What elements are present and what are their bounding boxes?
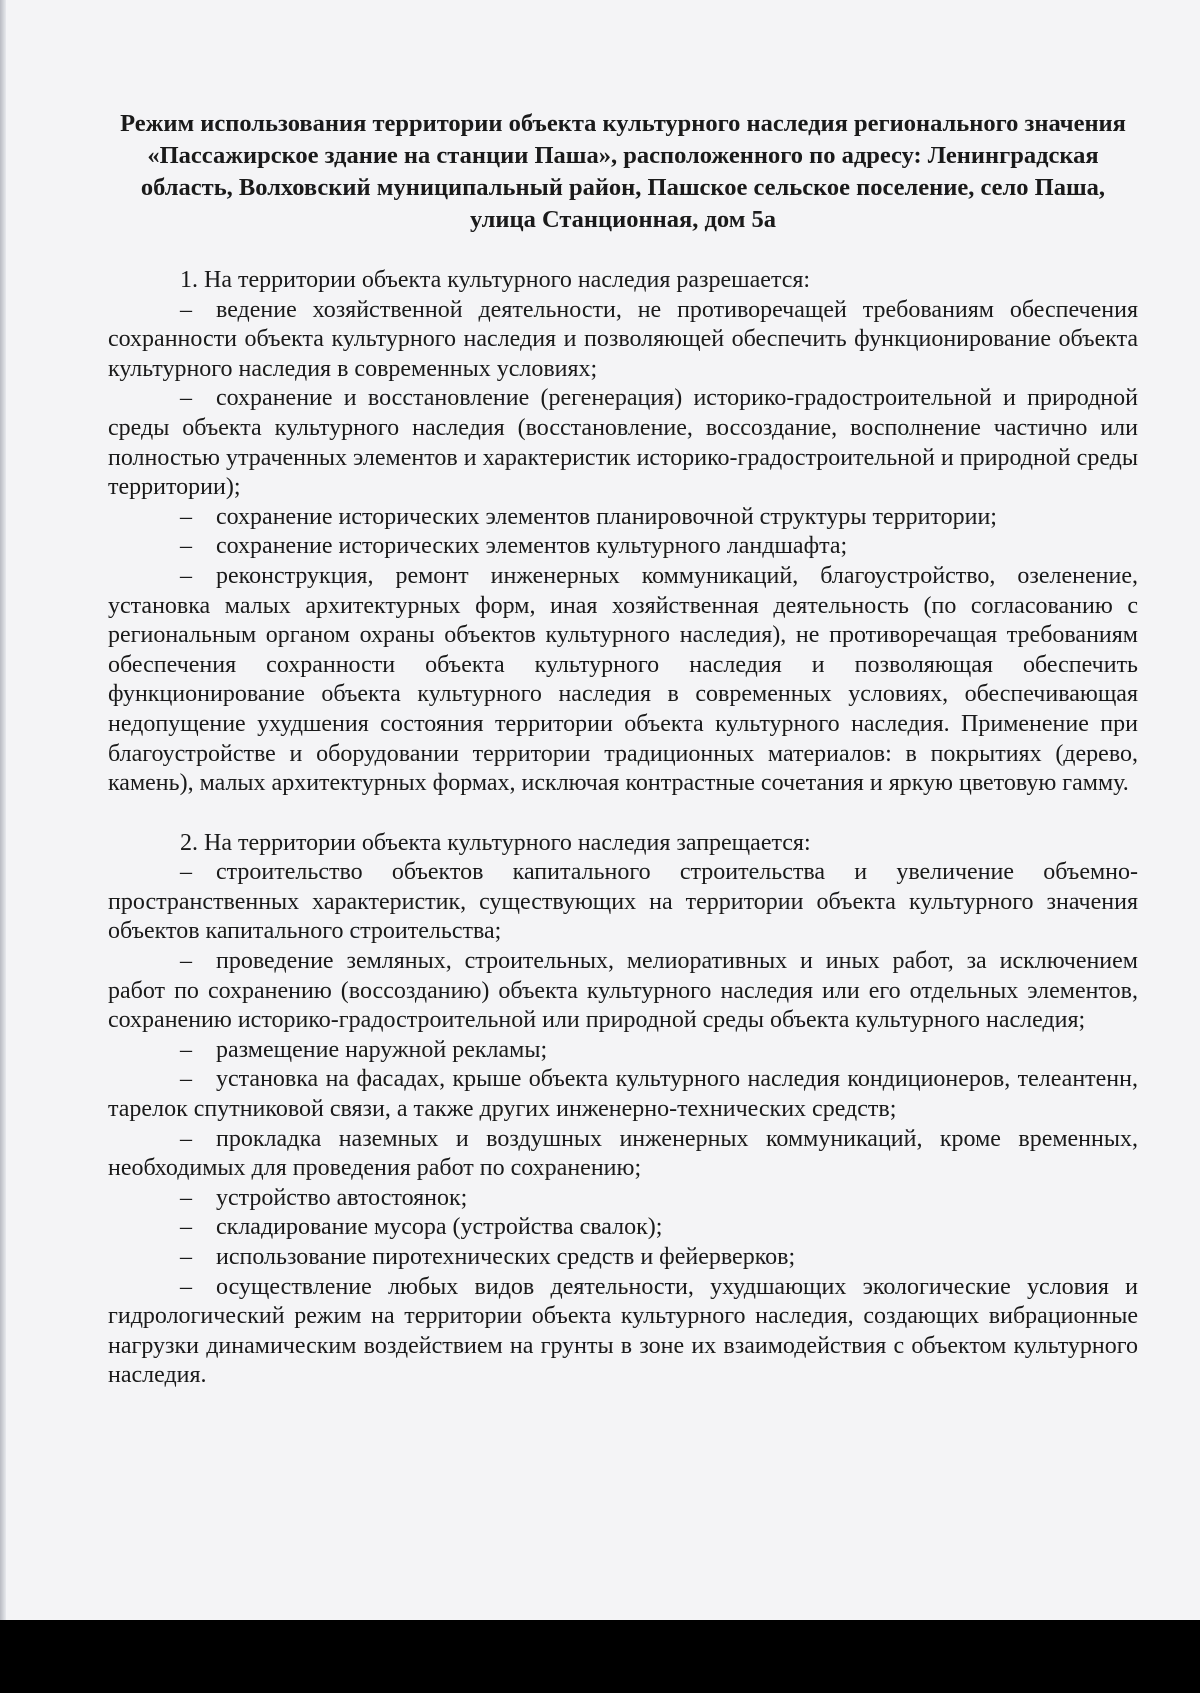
- list-item-text: прокладка наземных и воздушных инженерных коммуникаций, кроме временных, необходимых для проведения работ по сохранению;: [108, 1125, 1138, 1182]
- list-item-text: использование пиротехнических средств и фейерверков;: [216, 1244, 796, 1270]
- list-item: [108, 1243, 1138, 1273]
- forbidden-list: [108, 858, 1138, 1391]
- dash-bullet: –: [180, 1066, 192, 1093]
- list-item-text: размещение наружной рекламы;: [216, 1036, 548, 1063]
- section-heading-forbidden: 2. На территории объекта культурного наследия запрещается:: [180, 829, 811, 856]
- list-item: [108, 1213, 1138, 1243]
- section-gap: [108, 799, 1138, 829]
- dash-bullet: –: [180, 859, 192, 886]
- list-item: [108, 858, 1138, 947]
- list-item-text: строительство объектов капитального строительства и увеличение объемно-пространственных характеристик, существующих на территории объекта культурного значения объектов капитального строительства;: [108, 859, 1138, 945]
- list-item: [108, 503, 1138, 533]
- list-item-text: устройство автостоянок;: [216, 1184, 468, 1211]
- list-item-text: реконструкция, ремонт инженерных коммуникаций, благоустройство, озеленение, установка малых архитектурных форм, иная хозяйственная деятельность (по согласованию с региональным органом охраны объектов культурного наследия), не противоречащая требованиям обеспечения сохранности объекта культурного наследия и позволяющая обеспечить функционирование объекта культурного наследия в современных условиях, обеспечивающая недопущение ухудшения состояния территории объекта культурного наследия. Применение при благоустройстве и оборудовании территории традиционных материалов: в покрытиях (дерево, камень), малых архитектурных формах, исключая контрастные сочетания и яркую цветовую гамму.: [108, 562, 1138, 797]
- list-item: [108, 1184, 1138, 1214]
- list-item: [108, 1036, 1138, 1066]
- scan-edge: [0, 0, 6, 1620]
- list-item: [108, 562, 1138, 799]
- document-title: Режим использования территории объекта культурного наследия регионального значения «Пассажирское здание на станции Паша», расположенного по адресу: Ленинградская область, Волховский муниципальный район, Пашское сельское поселение, село Паша, улица Станционная, дом 5а: [120, 110, 1126, 233]
- list-item-text: сохранение и восстановление (регенерация) историко-градостроительной и природной среды объекта культурного наследия (восстановление, воссоздание, восполнение частично или полностью утраченных элементов и характеристик историко-градостроительной и природной среды территории);: [108, 385, 1138, 501]
- section-forbidden: [108, 829, 1138, 1391]
- list-item: [108, 947, 1138, 1036]
- dash-bullet: –: [180, 1125, 192, 1152]
- dash-bullet: –: [180, 533, 192, 560]
- section-heading-allowed: 1. На территории объекта культурного наследия разрешается:: [180, 267, 811, 293]
- list-item: [108, 1125, 1138, 1184]
- list-item: [108, 1273, 1138, 1391]
- scan-bottom-border: [0, 1620, 1200, 1693]
- dash-bullet: –: [180, 1036, 192, 1063]
- dash-bullet: –: [180, 1214, 192, 1241]
- dash-bullet: –: [180, 948, 192, 975]
- list-item-text: проведение земляных, строительных, мелиоративных и иных работ, за исключением работ по сохранению (воссозданию) объекта культурного наследия или его отдельных элементов, сохранению историко-градостроительной или природной среды объекта культурного наследия;: [108, 948, 1138, 1034]
- list-item: [108, 532, 1138, 562]
- dash-bullet: –: [180, 562, 192, 589]
- list-item-text: складирование мусора (устройства свалок);: [216, 1214, 663, 1241]
- dash-bullet: –: [180, 1184, 192, 1211]
- dash-bullet: –: [180, 385, 192, 412]
- list-item: [108, 384, 1138, 502]
- list-item-text: сохранение исторических элементов планировочной структуры территории;: [216, 503, 997, 530]
- list-item: [108, 296, 1138, 385]
- list-item-text: установка на фасадах, крыше объекта культурного наследия кондиционеров, телеантенн, тарелок спутниковой связи, а также других инженерно-технических средств;: [108, 1066, 1138, 1123]
- dash-bullet: –: [180, 1244, 192, 1270]
- dash-bullet: –: [180, 296, 192, 323]
- list-item-text: сохранение исторических элементов культурного ландшафта;: [216, 533, 848, 560]
- list-item-text: осуществление любых видов деятельности, ухудшающих экологические условия и гидрологический режим на территории объекта культурного наследия, создающих вибрационные нагрузки динамическим воздействием на грунты в зоне их взаимодействия с объектом культурного наследия.: [108, 1273, 1138, 1389]
- allowed-list: [108, 296, 1138, 799]
- section-allowed: [108, 266, 1138, 799]
- document-page: [108, 108, 1138, 1391]
- list-item: [108, 1065, 1138, 1124]
- dash-bullet: –: [180, 1273, 192, 1300]
- dash-bullet: –: [180, 503, 192, 530]
- list-item-text: ведение хозяйственной деятельности, не противоречащей требованиям обеспечения сохранности объекта культурного наследия и позволяющей обеспечить функционирование объекта культурного наследия в современных условиях;: [108, 296, 1138, 382]
